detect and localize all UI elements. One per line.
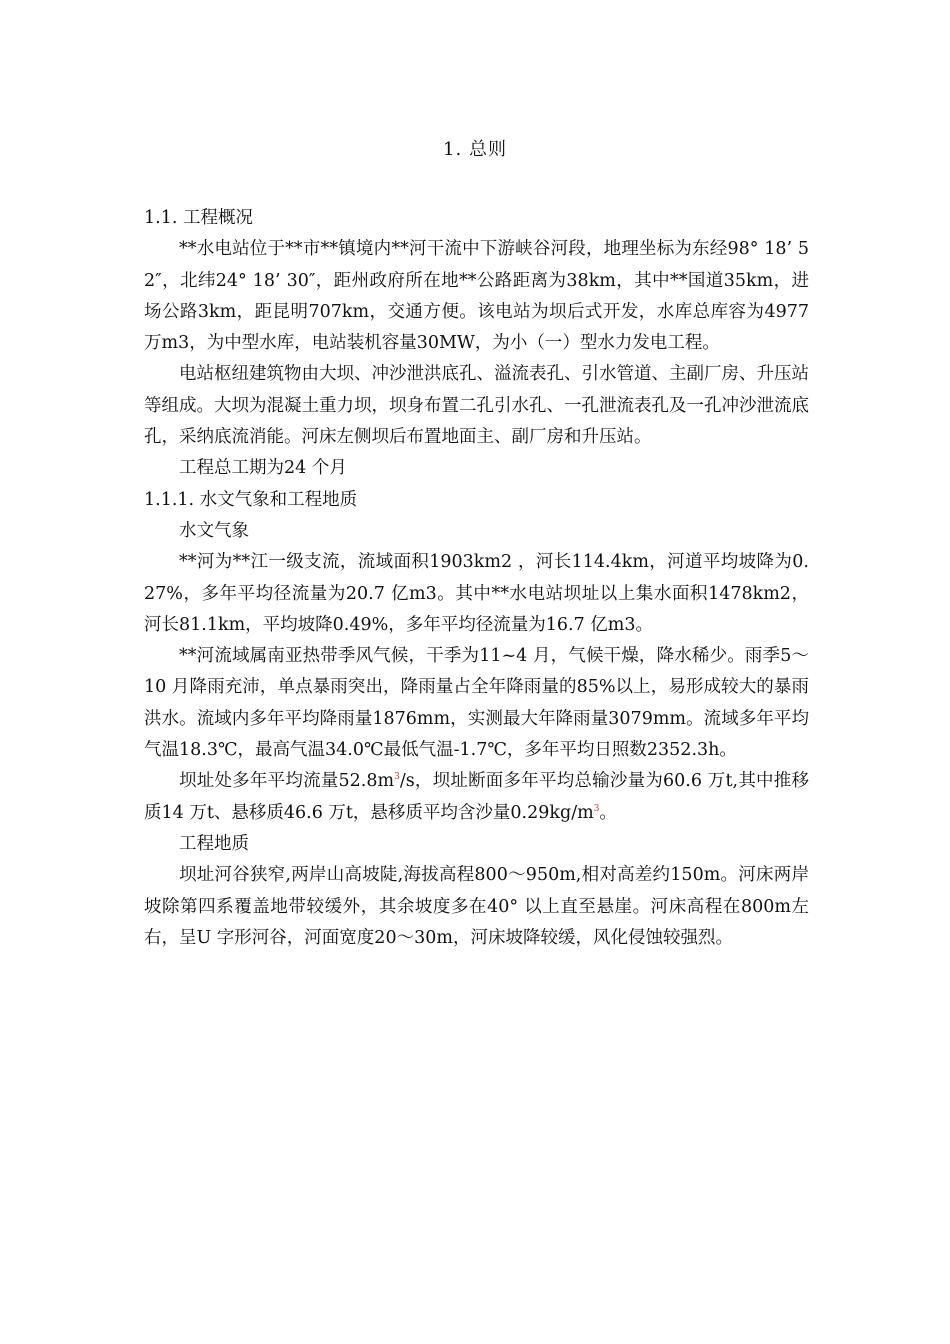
paragraph-structures: 电站枢纽建筑物由大坝、冲沙泄洪底孔、溢流表孔、引水管道、主副厂房、升压站等组成。大坝为混凝土重力坝，坝身布置二孔引水孔、一孔泄流表孔及一孔冲沙泄流底孔，采纳底流消能。河床左侧坝后布置地面主、副厂房和升压站。 [144, 364, 809, 448]
flow-text-c: 。 [599, 802, 617, 823]
section-heading-1-1-1: 1.1.1. 水文气象和工程地质 [144, 489, 358, 510]
superscript-3: 3 [394, 772, 400, 783]
section-heading-1-1: 1.1. 工程概况 [144, 208, 253, 228]
paragraph-geology: 坝址河谷狭窄,两岸山高坡陡,海拔高程800～950m,相对高差约150m。河床两岸坡除第四系覆盖地带较缓外，其余坡度多在40° 以上直至悬崖。河床高程在800m左右，呈U 字形河谷，河面宽度20～30m，河床坡降较缓，风化侵蚀较强烈。 [144, 865, 809, 948]
flow-text-b: /s，坝址断面多年平均总输沙量为60.6 万t,其中推移质14 万t、悬移质46.6 万t，悬移质平均含沙量0.29kg/m [144, 771, 810, 823]
superscript-3: 3 [593, 803, 600, 814]
paragraph-flow-sediment [144, 766, 809, 829]
paragraph-river-basin: **河为**江一级支流，流域面积1903km2 ，河长114.4km，河道平均坡降为0.27%，多年平均径流量为20.7 亿m3。其中**水电站坝址以上集水面积1478km2，河长81.1km，平均坡降0.49%，多年平均径流量为16.7 亿m3。 [144, 552, 809, 635]
paragraph-climate: **河流域属南亚热带季风气候，干季为11~4 月，气候干燥，降水稀少。雨季5～10 月降雨充沛，单点暴雨突出，降雨量占全年降雨量的85%以上，易形成较大的暴雨洪水。流域内多年平均降雨量1876mm，实测最大年降雨量3079mm。流域多年平均气温18.3℃，最高气温34.0℃最低气温-1.7℃，多年平均日照数2352.3h。 [144, 646, 809, 761]
paragraph-duration: 工程总工期为24 个月 [179, 458, 347, 479]
document-body [144, 203, 809, 954]
flow-text-a: 坝址处多年平均流量52.8m [179, 771, 395, 792]
chapter-title: 1. 总则 [443, 139, 507, 160]
subheading-geology: 工程地质 [179, 833, 249, 854]
paragraph-overview: **水电站位于**市**镇境内**河干流中下游峡谷河段，地理坐标为东经98° 18’ 52″，北纬24° 18’ 30″，距州政府所在地**公路距离为38km，其中**国道35km，进场公路3km，距昆明707km，交通方便。该电站为坝后式开发，水库总库容为4977万m3，为中型水库，电站装机容量30MW，为小（一）型水力发电工程。 [144, 239, 809, 354]
subheading-hydrology: 水文气象 [179, 520, 249, 541]
